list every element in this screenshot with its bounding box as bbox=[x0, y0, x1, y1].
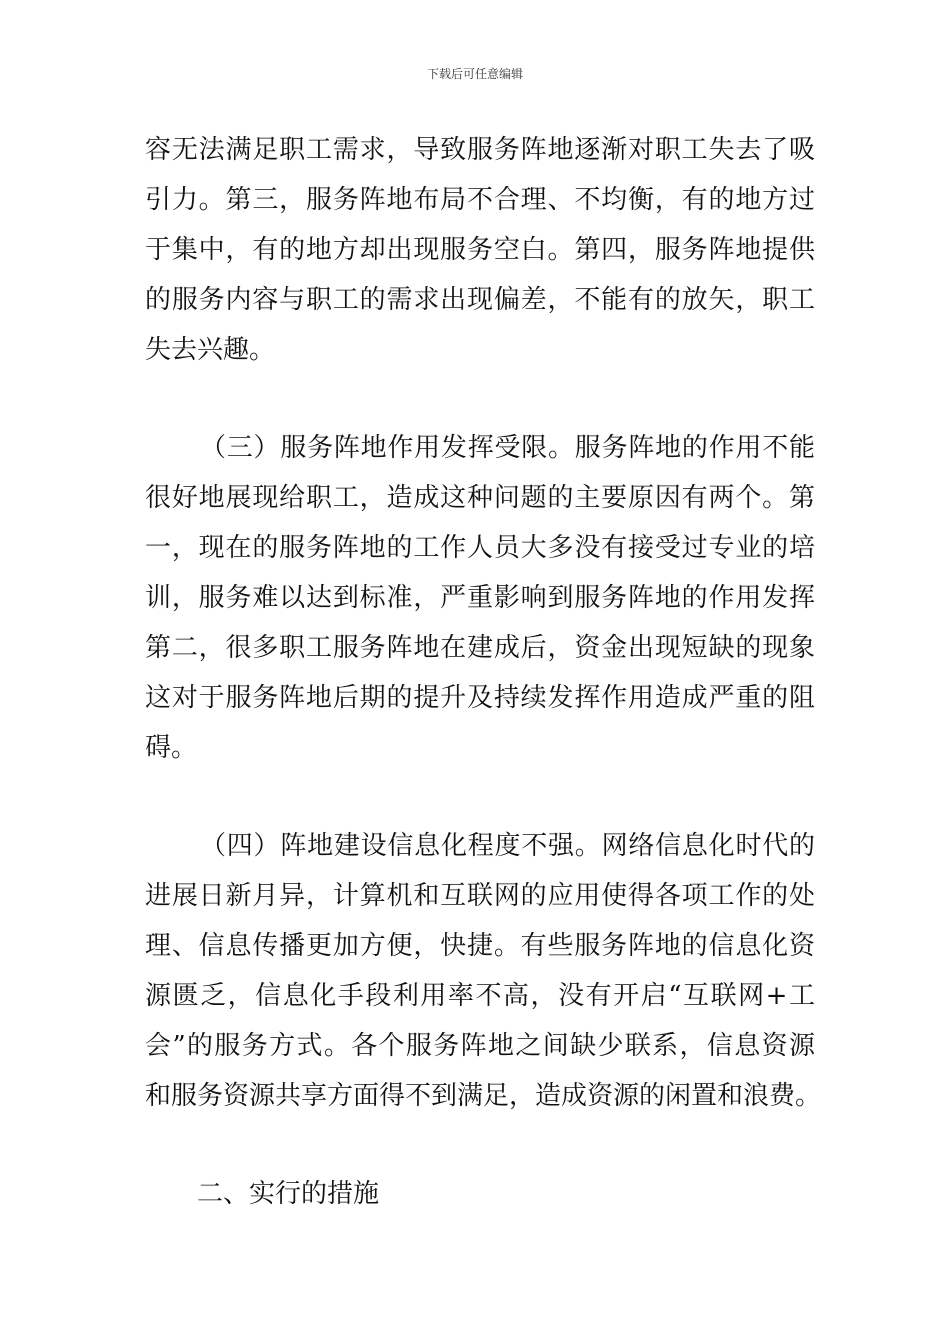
text-line: 于集中，有的地方却出现服务空白。第四，服务阵地提供 bbox=[145, 235, 815, 265]
text-line: （四）阵地建设信息化程度不强。网络信息化时代的 bbox=[200, 831, 815, 861]
text-line: 第二，很多职工服务阵地在建成后，资金出现短缺的现象 bbox=[145, 633, 815, 663]
text-line: 源匮乏，信息化手段利用率不高，没有开启“互联网+工 bbox=[145, 981, 815, 1011]
section-heading: 二、实行的措施 bbox=[197, 1179, 380, 1209]
text-line: 很好地展现给职工，造成这种问题的主要原因有两个。第 bbox=[145, 483, 815, 513]
text-line: 引力。第三，服务阵地布局不合理、不均衡，有的地方过 bbox=[145, 185, 815, 215]
text-line: 容无法满足职工需求，导致服务阵地逐渐对职工失去了吸 bbox=[145, 135, 815, 165]
text-line: 和服务资源共享方面得不到满足，造成资源的闲置和浪费。 bbox=[145, 1081, 822, 1111]
text-line: 失去兴趣。 bbox=[145, 335, 276, 365]
text-line: 进展日新月异，计算机和互联网的应用使得各项工作的处 bbox=[145, 881, 815, 911]
text-line: 这对于服务阵地后期的提升及持续发挥作用造成严重的阻 bbox=[145, 683, 815, 713]
text-line: 的服务内容与职工的需求出现偏差，不能有的放矢，职工 bbox=[145, 285, 815, 315]
text-line: 理、信息传播更加方便，快捷。有些服务阵地的信息化资 bbox=[145, 931, 815, 961]
page-header: 下载后可任意编辑 bbox=[426, 67, 523, 81]
text-line: （三）服务阵地作用发挥受限。服务阵地的作用不能 bbox=[200, 433, 815, 463]
text-line: 训，服务难以达到标准，严重影响到服务阵地的作用发挥 bbox=[145, 583, 815, 613]
text-line: 会”的服务方式。各个服务阵地之间缺少联系，信息资源 bbox=[145, 1031, 815, 1061]
text-line: 一，现在的服务阵地的工作人员大多没有接受过专业的培 bbox=[145, 533, 815, 563]
text-line: 碍。 bbox=[145, 733, 198, 763]
